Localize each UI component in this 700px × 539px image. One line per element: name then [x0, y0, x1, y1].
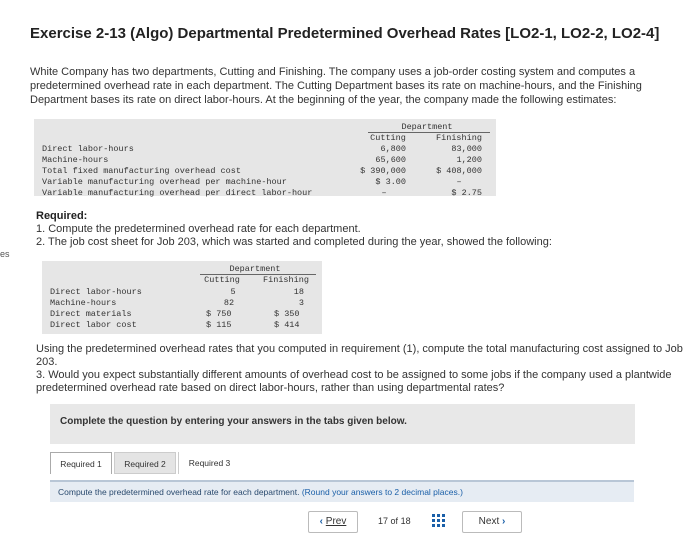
required-item-2: 2. The job cost sheet for Job 203, which was started and completed during the year, showed the following: [36, 236, 552, 248]
estimates-finishing-value: $ 2.75 [451, 188, 482, 198]
estimates-row-label: Variable manufacturing overhead per machine-hour [42, 177, 287, 187]
required-section [36, 210, 676, 249]
requirement-2-text: Using the predetermined overhead rates that you computed in requirement (1), compute the total manufacturing cost assigned to Job 203. [36, 343, 683, 368]
estimates-cutting-value: 65,600 [375, 155, 406, 165]
tab-required-2[interactable]: Required 2 [114, 452, 176, 474]
left-edge-text-fragment: es [0, 249, 10, 259]
job203-row-label: Machine-hours [50, 298, 117, 308]
next-button[interactable] [462, 511, 522, 533]
estimates-cutting-value: $ 3.00 [375, 177, 406, 187]
job203-cutting-value: $ 115 [206, 320, 232, 330]
job203-row-label: Direct materials [50, 309, 132, 319]
instruction-text: Compute the predetermined overhead rate for each department. [58, 487, 300, 497]
chevron-left-icon: ‹ [319, 516, 323, 527]
pagination-bar [0, 511, 700, 535]
complete-prompt: Complete the question by entering your answers in the tabs given below. [60, 416, 407, 427]
job203-finishing-value: 3 [298, 298, 304, 308]
intro-paragraph: White Company has two departments, Cutting and Finishing. The company uses a job-order costing system and computes a predetermined overhead rate in each department. The Cutting Department bases its rate on machine-hours, and the Finishing Department bases its rate on direct labor-hours. At the beginning of the year, the company made the following estimates: [30, 66, 642, 106]
estimates-row-label: Direct labor-hours [42, 144, 134, 154]
job203-cutting-value: $ 750 [206, 309, 232, 319]
estimates-row-label: Variable manufacturing overhead per direct labor-hour [42, 188, 313, 198]
job203-row-label: Direct labor cost [50, 320, 137, 330]
estimates-row-label: Total fixed manufacturing overhead cost [42, 166, 241, 176]
instructions-panel [50, 404, 635, 444]
tab-instruction-bar [50, 480, 634, 502]
prev-button[interactable] [308, 511, 358, 533]
tab-instruction [58, 487, 463, 497]
required-header: Required: [36, 210, 88, 222]
chevron-right-icon: › [502, 516, 506, 527]
estimates-finishing-value: $ 408,000 [436, 166, 482, 176]
requirement-2-3-section [36, 343, 696, 395]
estimates-cutting-value: $ 390,000 [360, 166, 406, 176]
instruction-note: (Round your answers to 2 decimal places.) [301, 487, 463, 497]
estimates-col-cutting: Cutting [370, 133, 406, 143]
estimates-finishing-value: 83,000 [451, 144, 482, 154]
estimates-row-label: Machine-hours [42, 155, 109, 165]
page-total: 18 [400, 516, 411, 526]
job203-row-label: Direct labor-hours [50, 287, 142, 297]
estimates-department-header: Department [401, 122, 453, 132]
page-current: 17 [378, 516, 389, 526]
estimates-col-finishing: Finishing [436, 133, 482, 143]
grid-icon[interactable] [432, 514, 446, 533]
job203-finishing-value: $ 414 [274, 320, 300, 330]
estimates-finishing-value: 1,200 [456, 155, 482, 165]
estimates-cutting-value: 6,800 [380, 144, 406, 154]
requirement-3-text: 3. Would you expect substantially different amounts of overhead cost to be assigned to some jobs if the company used a plantwide predetermined overhead rate based on direct labor-hours, rather than using departmental rates? [36, 369, 672, 394]
next-label: Next [478, 516, 500, 527]
prev-label: Prev [325, 516, 347, 527]
job203-col-cutting: Cutting [204, 275, 240, 285]
job203-col-finishing: Finishing [263, 275, 309, 285]
tab-required-1[interactable]: Required 1 [50, 452, 112, 474]
job203-cutting-value: 5 [230, 287, 236, 297]
page-indicator [378, 516, 411, 526]
estimates-cutting-value: – [381, 188, 387, 198]
job203-finishing-value: 18 [293, 287, 304, 297]
page-of: of [390, 516, 399, 526]
exercise-title: Exercise 2-13 (Algo) Departmental Predetermined Overhead Rates [LO2-1, LO2-2, LO2-4] [30, 25, 660, 42]
job203-finishing-value: $ 350 [274, 309, 300, 319]
estimates-finishing-value: – [456, 177, 462, 187]
job203-cutting-value: 82 [223, 298, 235, 308]
job203-department-header: Department [229, 264, 281, 274]
required-item-1: 1. Compute the predetermined overhead rate for each department. [36, 223, 361, 235]
tab-required-3[interactable]: Required 3 [178, 452, 240, 474]
